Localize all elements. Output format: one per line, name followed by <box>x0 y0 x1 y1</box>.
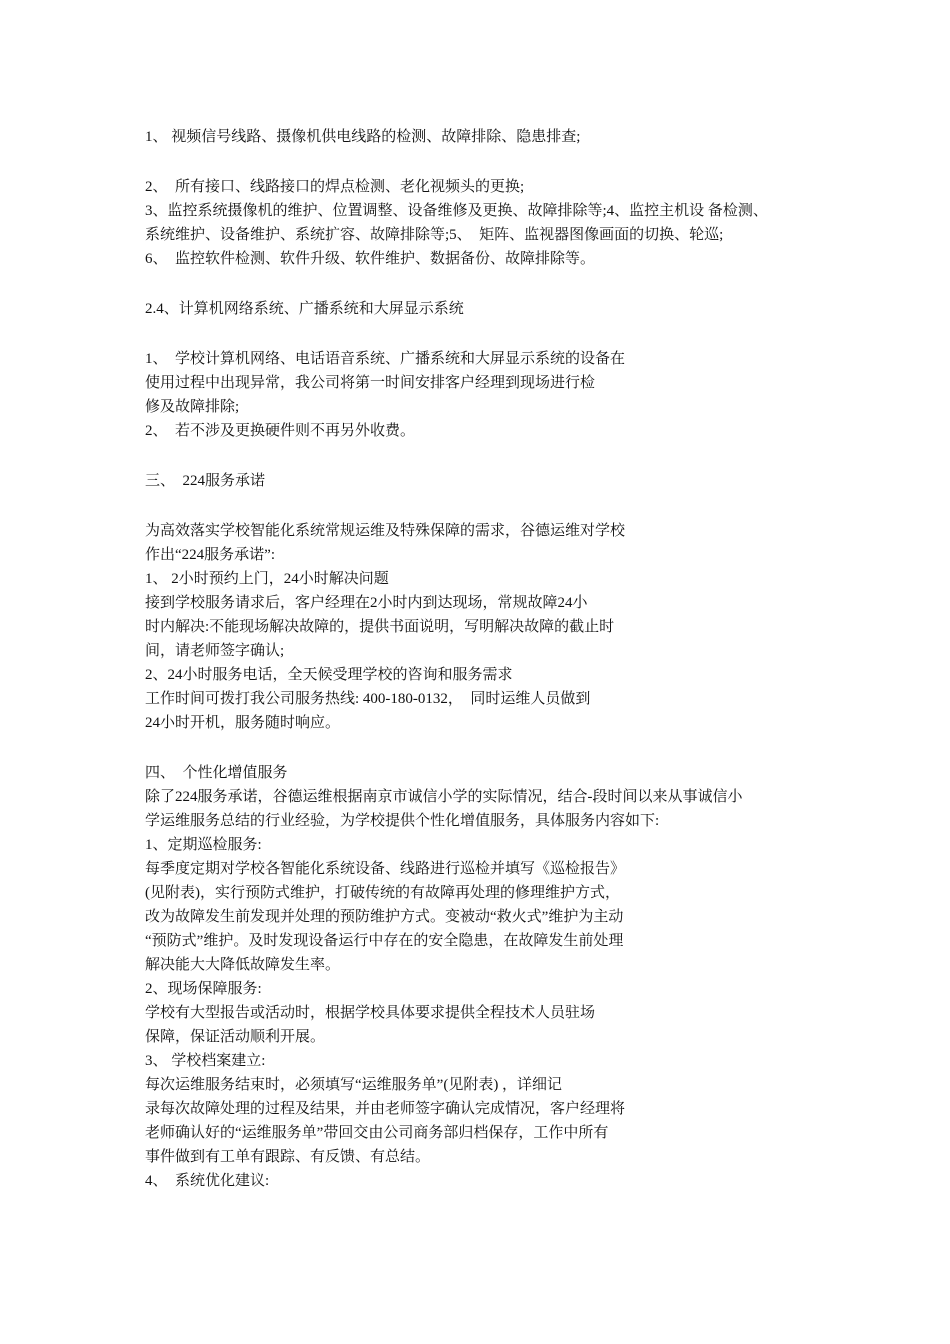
text-line: 为高效落实学校智能化系统常规运维及特殊保障的需求，谷德运维对学校 <box>145 523 626 539</box>
paragraph-gap <box>145 735 825 761</box>
text-line: 6、 监控软件检测、软件升级、软件维护、数据备份、故障排除等。 <box>145 251 596 267</box>
text-line: 改为故障发生前发现并处理的预防维护方式。变被动“救火式”维护为主动 <box>145 909 624 925</box>
text-line: 2、 若不涉及更换硬件则不再另外收费。 <box>145 423 416 439</box>
text-line: 作出“224服务承诺”: <box>145 547 275 563</box>
text-line: 学运维服务总结的行业经验，为学校提供个性化增值服务，具体服务内容如下: <box>145 813 660 829</box>
text-line: 除了224服务承诺，谷德运维根据南京市诚信小学的实际情况，结合-段时间以来从事诚信小 <box>145 789 743 805</box>
text-line: 录每次故障处理的过程及结果，并由老师签字确认完成情况，客户经理将 <box>145 1101 626 1117</box>
text-line: 1、 学校计算机网络、电话语音系统、广播系统和大屏显示系统的设备在 <box>145 351 626 367</box>
text-line: 3、 学校档案建立: <box>145 1053 266 1069</box>
document-page <box>145 125 825 1193</box>
text-line: 保障，保证活动顺利开展。 <box>145 1029 326 1045</box>
text-line: 使用过程中出现异常，我公司将第一时间安排客户经理到现场进行检 <box>145 375 596 391</box>
text-line: 间，请老师签字确认; <box>145 643 285 659</box>
text-line: 3、监控系统摄像机的维护、位置调整、设备维修及更换、故障排除等;4、监控主机设 备检测、 <box>145 203 768 219</box>
text-line: 修及故障排除; <box>145 399 240 415</box>
text-line: 2、24小时服务电话，全天候受理学校的咨询和服务需求 <box>145 667 513 683</box>
paragraph-gap <box>145 493 825 519</box>
text-line: 每次运维服务结束时，必须填写“运维服务单”(见附表) ，详细记 <box>145 1077 563 1093</box>
text-line: “预防式”维护。及时发现设备运行中存在的安全隐患，在故障发生前处理 <box>145 933 624 949</box>
text-line: 时内解决:不能现场解决故障的，提供书面说明，写明解决故障的截止时 <box>145 619 615 635</box>
section-heading: 三、 224服务承诺 <box>145 473 266 489</box>
text-line: 工作时间可拨打我公司服务热线: 400-180-0132， 同时运维人员做到 <box>145 691 591 707</box>
text-line: 事件做到有工单有跟踪、有反馈、有总结。 <box>145 1149 431 1165</box>
text-line: 每季度定期对学校各智能化系统设备、线路进行巡检并填写《巡检报告》 <box>145 861 626 877</box>
text-line: 1、定期巡检服务: <box>145 837 262 853</box>
text-line: 24小时开机，服务随时响应。 <box>145 715 341 731</box>
text-line: 系统维护、设备维护、系统扩容、故障排除等;5、 矩阵、监视器图像画面的切换、轮巡; <box>145 227 724 243</box>
text-line: 4、 系统优化建议: <box>145 1173 270 1189</box>
text-line: (见附表)，实行预防式维护，打破传统的有故障再处理的修理维护方式， <box>145 885 620 901</box>
section-heading: 四、 个性化增值服务 <box>145 765 288 781</box>
text-line: 2、 所有接口、线路接口的焊点检测、老化视频头的更换; <box>145 179 525 195</box>
paragraph-gap <box>145 271 825 297</box>
text-line: 2、现场保障服务: <box>145 981 262 997</box>
text-line: 接到学校服务请求后，客户经理在2小时内到达现场，常规故障24小 <box>145 595 588 611</box>
text-line: 1、 2小时预约上门，24小时解决问题 <box>145 571 389 587</box>
text-line: 学校有大型报告或活动时，根据学校具体要求提供全程技术人员驻场 <box>145 1005 596 1021</box>
section-heading: 2.4、计算机网络系统、广播系统和大屏显示系统 <box>145 301 464 317</box>
text-line: 解决能大大降低故障发生率。 <box>145 957 341 973</box>
text-line: 老师确认好的“运维服务单”带回交由公司商务部归档保存，工作中所有 <box>145 1125 609 1141</box>
paragraph-gap <box>145 443 825 469</box>
paragraph-gap <box>145 149 825 175</box>
paragraph-gap <box>145 321 825 347</box>
text-line: 1、 视频信号线路、摄像机供电线路的检测、故障排除、隐患排查; <box>145 129 581 145</box>
